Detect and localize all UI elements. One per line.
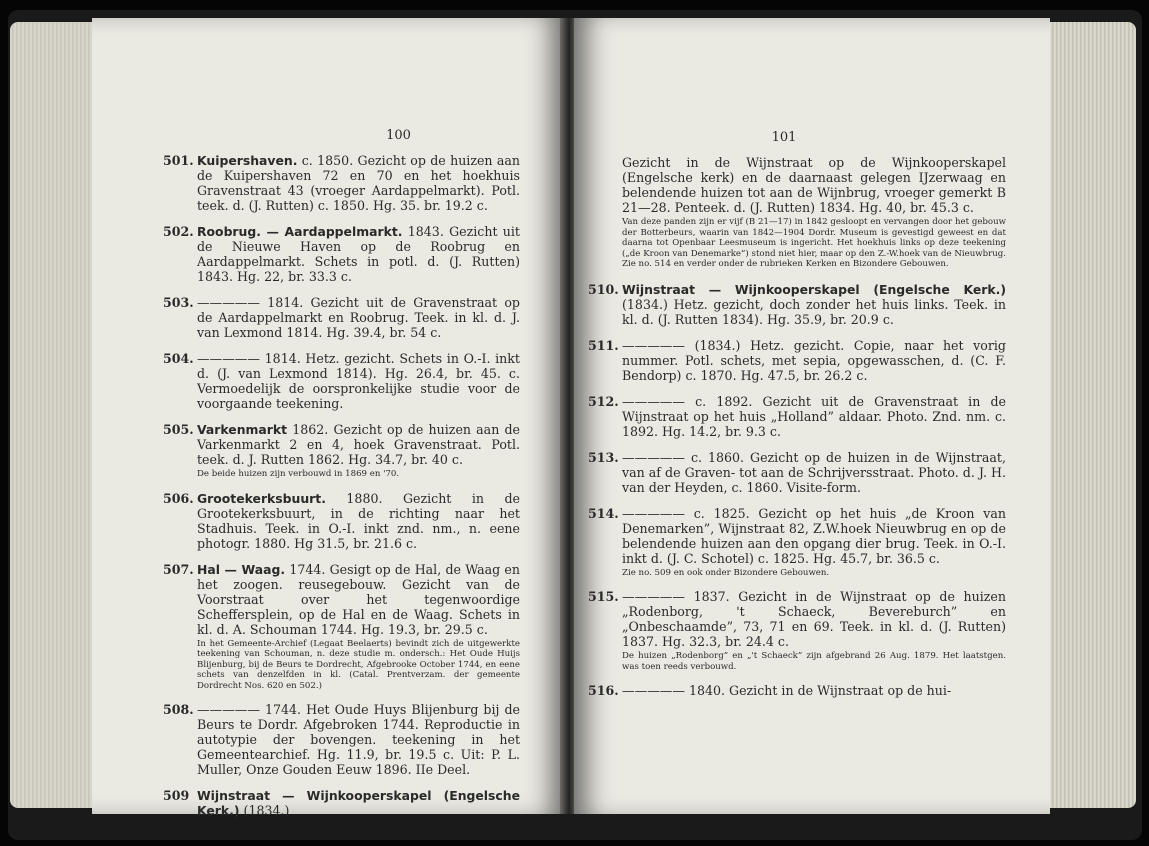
- entry-text: Gezicht in de Wijnstraat op de Wijnkooperskapel (Engelsche kerk) en de daarnaast gelegen IJzerwaag en belendende huizen tot aan de Wijnbrug, vroeger gemerkt B 21—28. Penteek. d. (J. Rutten) 1834. Hg. 40, br. 45.3 c.: [622, 155, 1006, 215]
- catalog-entry: [163, 788, 520, 818]
- page-edges-right: [1046, 22, 1136, 808]
- entry-number: 502.: [163, 224, 194, 239]
- entry-number: 510.: [588, 281, 619, 297]
- entry-number: 506.: [163, 490, 194, 506]
- entry-text: (1834.) Hetz. gezicht, doch zonder het huis links. Teek. in kl. d. (J. Rutten 1834). Hg. 35.9, br. 20.9 c.: [622, 296, 1006, 327]
- entry-body: [197, 224, 520, 284]
- entry-number: 508.: [163, 702, 194, 717]
- entry-body: [622, 683, 1006, 698]
- entry-note: De huizen „Rodenborg” en „'t Schaeck” zijn afgebrand 26 Aug. 1879. Het laatstgen. was toen reeds verbouwd.: [622, 651, 1006, 672]
- catalog-entry: [163, 561, 520, 692]
- entry-body: [622, 394, 1006, 439]
- entry-text: ————— 1837. Gezicht in de Wijnstraat op de huizen „Rodenborg, 't Schaeck, Bevereburch” en „Onbeschaamde”, 73, 71 en 69. Teek. in kl. d. (J. Rutten) 1837. Hg. 32.3, br. 24.4 c.: [622, 589, 1006, 649]
- entry-body: [197, 788, 520, 818]
- entry-text: 1744. Gesigt op de Hal, de Waag en het zoogen. reusegebouw. Gezicht van de Voorstraat over het tegenwoordige Scheffersplein, op de Hal en de Waag. Schets in kl. d. A. Schouman 1744. Hg. 19.3, br. 29.5 c.: [197, 561, 520, 637]
- entry-text: 1880. Gezicht in de Grootekerksbuurt, in de richting naar het Stadhuis. Teek. in O.-I. inkt znd. nm., n. eene photogr. 1880. Hg 31.5, br. 21.6 c.: [197, 490, 520, 551]
- left-page: [92, 18, 564, 818]
- catalog-entry: [163, 295, 520, 340]
- entry-number: 513.: [588, 449, 619, 465]
- catalog-entry: [163, 422, 520, 480]
- catalog-entry: [163, 153, 520, 213]
- entry-note: Zie no. 509 en ook onder Bizondere Gebouwen.: [622, 567, 830, 578]
- entry-title: Grootekerksbuurt.: [197, 490, 326, 506]
- entry-number: 509: [163, 788, 190, 803]
- right-page: [574, 18, 1050, 814]
- entry-number: 515.: [588, 589, 619, 604]
- catalog-entry: [588, 337, 1006, 383]
- entry-text: 1843. Gezicht uit de Nieuwe Haven op de Roobrug en Aardappelmarkt. Schets in potl. d. (J. Rutten) 1843. Hg. 22, br. 33.3 c.: [197, 224, 520, 284]
- catalog-entry: [588, 449, 1006, 495]
- entry-title: Roobrug. — Aardappelmarkt.: [197, 224, 403, 239]
- entry-text: ————— 1840. Gezicht in de Wijnstraat op de hui-: [622, 683, 952, 698]
- entry-text: c. 1850. Gezicht op de huizen aan de Kuipershaven 72 en 70 en het hoekhuis Gravenstraat 43 (vroeger Aardappelmarkt). Potl. teek. d. (J. Rutten) c. 1850. Hg. 35. br. 19.2 c.: [197, 153, 520, 213]
- entry-title: Wijnstraat — Wijnkooperskapel (Engelsche Kerk.): [197, 788, 520, 818]
- page-number: 100: [386, 128, 411, 143]
- catalog-entry: [163, 490, 520, 551]
- entry-number: 503.: [163, 295, 194, 310]
- entry-number: 514.: [588, 505, 619, 521]
- entry-title: Hal — Waag.: [197, 561, 286, 577]
- catalog-entry: [163, 351, 520, 411]
- entry-number: 507.: [163, 561, 194, 577]
- catalog-entry: [163, 702, 520, 777]
- entry-text: ————— 1744. Het Oude Huys Blijenburg bij de Beurs te Dordr. Afgebroken 1744. Reproductie in autotypie der bovengen. teekening in het Gemeentearchief. Hg. 11.9, br. 19.5 c. Uit: P. L. Muller, Onze Gouden Eeuw 1896. IIe Deel.: [197, 702, 520, 777]
- catalog-entry: [588, 683, 1006, 698]
- entry-text: ————— c. 1860. Gezicht op de huizen in de Wijnstraat, van af de Graven- tot aan de Schrijversstraat. Photo. d. J. H. van der Heyden, c. 1860. Visite-form.: [622, 449, 1006, 495]
- continued-entry: [622, 155, 1006, 270]
- entry-list: [588, 281, 1006, 699]
- entry-number: 504.: [163, 351, 194, 366]
- entry-note: In het Gemeente-Archief (Legaat Beelaerts) bevindt zich de uitgewerkte teekening van Schouman, n. deze studie m. ondersch.: Het Oude Huijs Blijenburg, bij de Beurs te Dordrecht, Afgebrooke October 1744, en eene schets van denzelfden in kl. (Catal. Prentverzam. der gemeente Dordrecht Nos. 620 en 502.): [197, 638, 520, 691]
- entry-body: [622, 338, 1006, 383]
- page-number: 101: [771, 130, 797, 145]
- entry-body: [197, 491, 520, 551]
- entry-body: [622, 282, 1006, 327]
- entry-body: [622, 450, 1006, 495]
- entry-body: [197, 422, 520, 467]
- entry-text: ————— c. 1825. Gezicht op het huis „de Kroon van Denemarken”, Wijnstraat 82, Z.W.hoek Nieuwbrug en op de belendende huizen aan den opgang dier brug. Teek. in O.-I. inkt d. (J. C. Schotel) c. 1825. Hg. 45.7, br. 36.5 c.: [622, 505, 1006, 566]
- entry-body: [197, 562, 520, 637]
- catalog-entry: [588, 589, 1006, 672]
- entry-number: 501.: [163, 153, 194, 168]
- entry-note: De beide huizen zijn verbouwd in 1869 en '70.: [197, 469, 400, 479]
- entry-number: 505.: [163, 422, 194, 437]
- catalog-entry: [588, 393, 1006, 439]
- entry-title: Wijnstraat — Wijnkooperskapel (Engelsche Kerk.): [622, 281, 1006, 297]
- entry-body: [622, 506, 1006, 566]
- entry-body: [197, 295, 520, 340]
- entry-title: Varkenmarkt: [197, 422, 288, 437]
- entry-number: 511.: [588, 337, 619, 353]
- entry-title: Kuipershaven.: [197, 153, 298, 168]
- entry-text: (1834.): [243, 803, 290, 818]
- entry-number: 512.: [588, 393, 619, 409]
- entry-text: ————— (1834.) Hetz. gezicht. Copie, naar het vorig nummer. Potl. schets, met sepia, opgewasschen, d. (C. F. Bendorp) c. 1870. Hg. 47.5, br. 26.2 c.: [622, 337, 1006, 383]
- entry-body: [622, 589, 1006, 649]
- catalog-entry: [588, 505, 1006, 579]
- catalog-entry: [588, 281, 1006, 327]
- catalog-entry: [163, 224, 520, 284]
- entry-number: 516.: [588, 683, 619, 698]
- entry-text: ————— c. 1892. Gezicht uit de Gravenstraat in de Wijnstraat op het huis „Holland” aldaar. Photo. Znd. nm. c. 1892. Hg. 14.2, br. 9.3 c.: [622, 393, 1006, 439]
- entry-body: [197, 153, 520, 213]
- entry-note: Van deze panden zijn er vijf (B 21—17) in 1842 gesloopt en vervangen door het gebouw der Botterbeurs, waarin van 1842—1904 Dordr. Museum is gevestigd geweest en dat daarna tot Openbaar Leesmuseum is ingericht. Het hoekhuis links op deze teekening („de Kroon van Denemarke”) stond niet hier, maar op den Z.-W.hoek van de Nieuwbrug. Zie no. 514 en verder onder de rubrieken Kerken en Bizondere Gebouwen.: [622, 217, 1006, 269]
- page-edges-left: [10, 22, 96, 808]
- entry-list: [163, 153, 520, 818]
- entry-body: [197, 351, 520, 411]
- entry-text: 1862. Gezicht op de huizen aan de Varkenmarkt 2 en 4, hoek Gravenstraat. Potl. teek. d. J. Rutten 1862. Hg. 34.7, br. 40 c.: [197, 422, 520, 467]
- entry-text: ————— 1814. Hetz. gezicht. Schets in O.-I. inkt d. (J. van Lexmond 1814). Hg. 26.4, br. 45. c. Vermoedelijk de oorspronkelijke studie voor de voorgaande teekening.: [197, 351, 520, 411]
- entry-text: ————— 1814. Gezicht uit de Gravenstraat op de Aardappelmarkt en Roobrug. Teek. in kl. d. J. van Lexmond 1814. Hg. 39.4, br. 54 c.: [197, 295, 520, 340]
- entry-body: [197, 702, 520, 777]
